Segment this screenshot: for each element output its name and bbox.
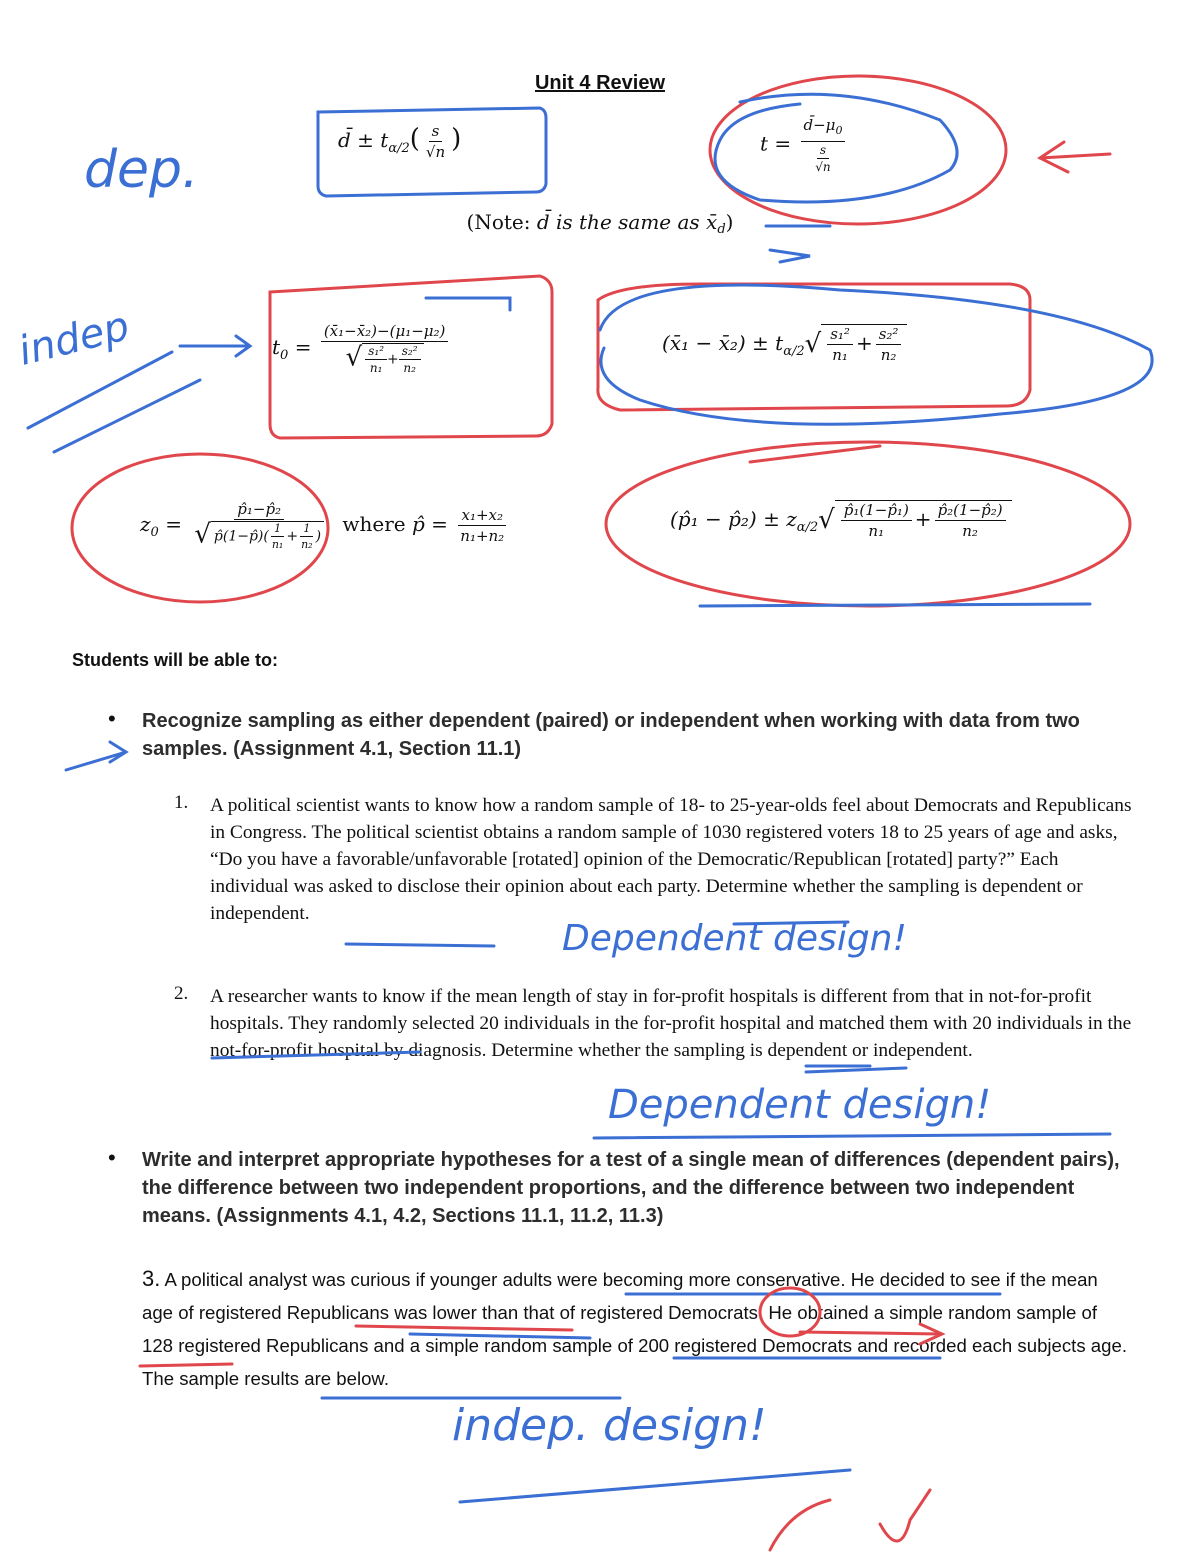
inner-a-num: 1 bbox=[271, 522, 284, 537]
frac-num-sub: 0 bbox=[835, 124, 843, 137]
frac-a-num: p̂₁(1−p̂₁) bbox=[841, 501, 912, 521]
inner-b-den: n₂ bbox=[301, 538, 313, 551]
blue-arrow-small bbox=[770, 250, 810, 262]
question-number: 3. bbox=[142, 1266, 161, 1291]
formula-lhs-sub: 0 bbox=[280, 348, 289, 363]
two-proportion-ci-formula: (p̂₁ − p̂₂) ± $z_{\alpha/2}√$ $\frac{\text{p̂₁(1−p̂₁)}}{\text{n₁}}$ + $\frac{\text{p̂₂(1−p̂₂)}}{\text{n₂}}$ bbox=[670, 500, 1012, 540]
question-text: A political analyst was curious if younger adults were becoming more conservative. He decided to see if the mean age of registered Republicans was lower than that of registered Democrats. He obtained a simple random sample of 128 registered Republicans and a simple random sample of 200 registered Democrats and recorded each subjects age. The sample results are below. bbox=[142, 1269, 1127, 1389]
frac-a-num: s₁² bbox=[827, 325, 853, 345]
blue-box-paired-ci bbox=[318, 108, 546, 196]
red-circle-prop-ci bbox=[606, 442, 1130, 606]
formula-lhs: (p̂₁ − p̂₂) ± z bbox=[670, 507, 797, 531]
blue-loop-mean-ci bbox=[600, 285, 1152, 424]
equals-sign: = bbox=[294, 335, 312, 359]
handwritten-indep: indep bbox=[14, 303, 134, 375]
inner-b-den: n₂ bbox=[403, 361, 416, 375]
inner-den: √n bbox=[815, 160, 831, 174]
red-circle-z0 bbox=[72, 454, 328, 602]
inner-b-num: 1 bbox=[300, 522, 313, 537]
blue-underline-q1-b bbox=[734, 922, 848, 924]
plus-sign: + bbox=[387, 351, 399, 368]
formula-lhs-sub: 0 bbox=[150, 525, 159, 540]
handwritten-answer-3: indep. design! bbox=[452, 1400, 767, 1451]
frac-num: d̄−μ bbox=[803, 116, 836, 134]
den-suffix: ) bbox=[315, 528, 322, 545]
frac-a-den: n₁ bbox=[832, 346, 848, 364]
inner-a-num: s₁² bbox=[365, 344, 387, 360]
question-number: 2. bbox=[174, 983, 189, 1004]
handwritten-answer-2: Dependent design! bbox=[608, 1082, 992, 1128]
objectives-heading: Students will be able to: bbox=[72, 650, 279, 670]
equals-sign: = bbox=[165, 512, 182, 536]
independent-t-formula: $t_0$ = (x̄₁−x̄₂)−(μ₁−μ₂) √ $\frac{\text{s₁²}}{\text{n₁}}$ + $\frac{\text{s₂²}}{\text{n₂}}$ bbox=[272, 322, 451, 375]
handwritten-answer-1: Dependent design! bbox=[562, 918, 907, 959]
red-arrow-left bbox=[1040, 142, 1110, 172]
blue-underline-q3-2 bbox=[410, 1334, 590, 1338]
formula-lhs: t = bbox=[760, 131, 792, 156]
objective-text: Recognize sampling as either dependent (paired) or independent when working with data from two samples. (Assignment 4.1, Section 11.1) bbox=[142, 710, 1080, 760]
note-math: d̄ is the same as x̄ bbox=[536, 210, 718, 234]
red-scribble-bottom bbox=[770, 1490, 930, 1550]
red-mark-t0 bbox=[426, 298, 510, 310]
frac-den: √n bbox=[425, 143, 446, 161]
objective-text: Write and interpret appropriate hypotheses for a test of a single mean of differences (dependent pairs), the difference between two independent proportions, and the difference between two independent means. (Assignments 4.1, 4.2, Sections 11.1, 11.2, 11.3) bbox=[142, 1149, 1120, 1227]
frac-b-num: s₂² bbox=[876, 325, 902, 345]
paired-ci-formula: d̄ ± $t_{\alpha/2}$( $\frac{s}{√n}$ ) bbox=[338, 122, 462, 161]
formula-lhs: z bbox=[140, 512, 151, 536]
red-underline-q3-2 bbox=[356, 1326, 572, 1330]
phat-num: x₁+x₂ bbox=[458, 506, 506, 526]
phat-den: n₁+n₂ bbox=[460, 527, 505, 545]
question-text: A political scientist wants to know how a random sample of 18- to 25-year-olds feel about Democrats and Republicans in Congress. The political scientist obtains a random sample of 1030 registered voters 18 to 25 years of age and asks, “Do you have a favorable/unfavorable [rotated] opinion of the Democratic/Republican [rotated] party?” Each individual was asked to disclose their opinion about each party. Determine whether the sampling is dependent or independent. bbox=[210, 795, 1132, 924]
objective-bullet: • bbox=[108, 706, 116, 731]
formula-lhs: d̄ ± t bbox=[338, 128, 389, 152]
formula-sub: α/2 bbox=[783, 344, 805, 359]
frac-num: s bbox=[429, 122, 443, 142]
formula-sub: α/2 bbox=[388, 141, 410, 156]
frac-a-den: n₁ bbox=[868, 522, 885, 540]
handwritten-dep: dep. bbox=[84, 140, 199, 200]
red-underline-q3-3 bbox=[140, 1364, 232, 1366]
inner-a-den: n₁ bbox=[271, 538, 284, 551]
frac-b-num: p̂₂(1−p̂₂) bbox=[935, 501, 1006, 521]
plus-sign: + bbox=[855, 331, 873, 355]
frac-b-den: n₂ bbox=[880, 346, 897, 364]
frac-num: (x̄₁−x̄₂)−(μ₁−μ₂) bbox=[321, 322, 449, 342]
blue-arrow-objective-1 bbox=[66, 742, 126, 770]
note-prefix: (Note: bbox=[466, 210, 537, 234]
formula-lhs: t bbox=[272, 335, 281, 359]
plus-sign: + bbox=[914, 507, 932, 531]
blue-loop-t-formula bbox=[715, 94, 957, 202]
blue-underline-q1-a bbox=[346, 944, 494, 946]
blue-underline-answer-3 bbox=[460, 1470, 850, 1502]
formula-sub: α/2 bbox=[796, 520, 819, 535]
blue-underline-q2-c bbox=[806, 1068, 906, 1072]
inner-a-den: n₁ bbox=[369, 361, 383, 375]
phat-lhs: p̂ = bbox=[412, 512, 448, 536]
frac-b-den: n₂ bbox=[962, 522, 978, 540]
blue-underline-prop-ci bbox=[700, 604, 1090, 606]
two-mean-ci-formula: (x̄₁ − x̄₂) ± $t_{\alpha/2}√$ $\frac{\text{s₁²}}{\text{n₁}}$ + $\frac{\text{s₂²}}{\text{n₂}}$ bbox=[662, 324, 907, 364]
blue-slash-1 bbox=[28, 352, 172, 428]
question-number: 1. bbox=[174, 792, 189, 813]
frac-num: p̂₁−p̂₂ bbox=[234, 500, 284, 520]
red-arrow-q3 bbox=[800, 1324, 942, 1344]
note-suffix: ) bbox=[725, 210, 734, 234]
blue-line-objective-2 bbox=[594, 1134, 1110, 1138]
page-title: Unit 4 Review bbox=[534, 72, 666, 94]
blue-underline-q2-a bbox=[212, 1052, 420, 1058]
red-box-mean-ci bbox=[598, 284, 1030, 410]
inner-num: s bbox=[817, 143, 829, 159]
note-sub: d bbox=[717, 222, 726, 238]
inner-b-num: s₂² bbox=[399, 344, 421, 360]
blue-arrow-to-t0 bbox=[180, 336, 250, 356]
den-prefix: p̂(1−p̂)( bbox=[213, 528, 269, 545]
where-word: where bbox=[342, 512, 406, 536]
two-proportion-z-formula: $z_0$ = p̂₁−p̂₂ √ p̂(1−p̂)( $\frac{1}{\text{n₁}}$ + $\frac{1}{\text{n₂}}$ ) where p̂ = $\frac{\text{x₁+x₂}}{\text{n₁+n₂}}$ bbox=[140, 500, 510, 551]
objective-bullet: • bbox=[108, 1145, 116, 1170]
question-text: A researcher wants to know if the mean length of stay in for-profit hospitals is different from that in not-for-profit hospitals. They randomly selected 20 individuals in the for-profit hospital and matched them with 20 individuals in the not-for-profit hospital by diagnosis. Determine whether the sampling is dependent or independent. bbox=[210, 986, 1132, 1061]
blue-slash-2 bbox=[54, 380, 200, 452]
formula-lhs: (x̄₁ − x̄₂) ± t bbox=[662, 331, 784, 355]
plus-sign: + bbox=[286, 528, 299, 545]
